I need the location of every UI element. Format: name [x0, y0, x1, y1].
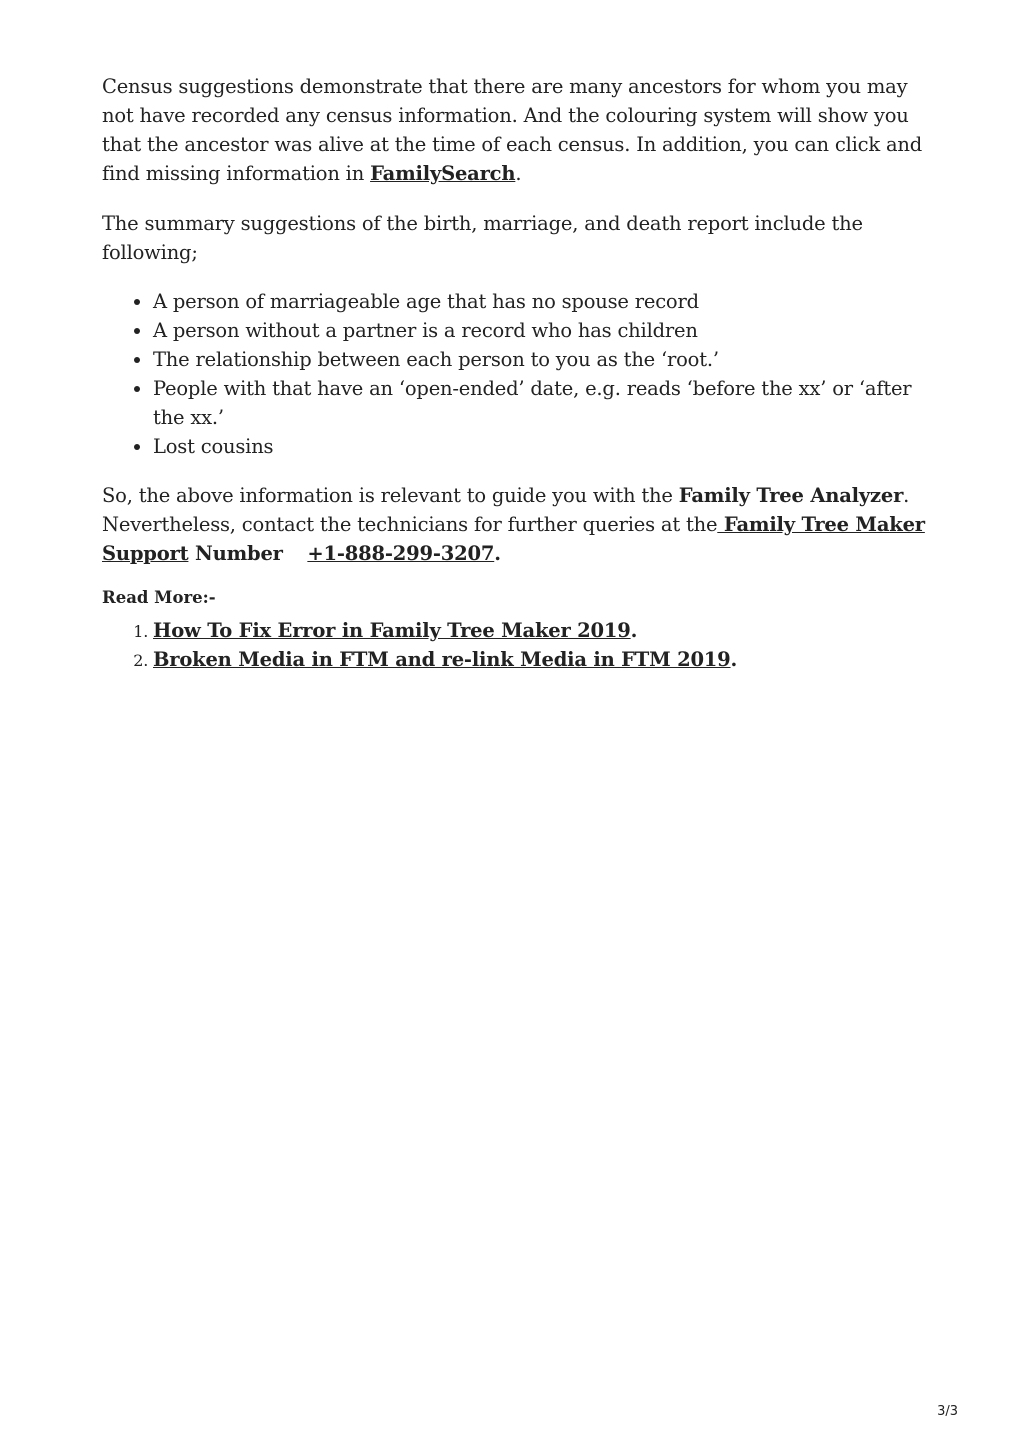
- familysearch-link[interactable]: FamilySearch: [370, 162, 516, 185]
- document-body: [102, 72, 932, 674]
- link-suffix: .: [630, 619, 638, 642]
- list-item: • The relationship between each person to you as the ‘root.’: [153, 345, 932, 374]
- support-text-2: . Nevertheless, contact the technicians for further queries at the: [102, 484, 910, 536]
- number-label: Number: [188, 542, 290, 565]
- census-text: Census suggestions demonstrate that there are many ancestors for whom you may not have recorded any census information. And the colouring system will show you that the ancestor was alive at the time of each census. In addition, you can click and find missing information in: [102, 75, 923, 185]
- support-text-1: So, the above information is relevant to guide you with the: [102, 484, 679, 507]
- article-link-broken-media[interactable]: Broken Media in FTM and re-link Media in FTM 2019: [153, 648, 731, 671]
- ftm-support-link[interactable]: Family Tree Maker Support: [102, 513, 925, 565]
- census-paragraph: [102, 72, 932, 188]
- suggestions-list: [102, 287, 932, 461]
- list-item: [153, 645, 932, 674]
- support-paragraph: [102, 481, 932, 568]
- article-link-fix-error[interactable]: How To Fix Error in Family Tree Maker 2019: [153, 619, 631, 642]
- analyzer-name: Family Tree Analyzer: [678, 484, 904, 507]
- phone-link[interactable]: +1-888-299-3207: [307, 542, 495, 565]
- list-item: • Lost cousins: [153, 432, 932, 461]
- summary-paragraph: The summary suggestions of the birth, marriage, and death report include the following;: [102, 212, 863, 264]
- list-item: • A person of marriageable age that has no spouse record: [153, 287, 932, 316]
- census-text-end: .: [515, 162, 522, 185]
- list-item: [153, 616, 932, 645]
- list-item: • People with that have an ‘open-ended’ date, e.g. reads ‘before the xx’ or ‘after the xx.’: [153, 374, 932, 432]
- read-more-heading: Read More:-: [102, 588, 216, 607]
- read-more-list: [102, 616, 932, 674]
- list-item: • A person without a partner is a record who has children: [153, 316, 932, 345]
- link-suffix: .: [730, 648, 738, 671]
- page-number: 3/3: [937, 1404, 958, 1419]
- support-end: .: [494, 542, 501, 565]
